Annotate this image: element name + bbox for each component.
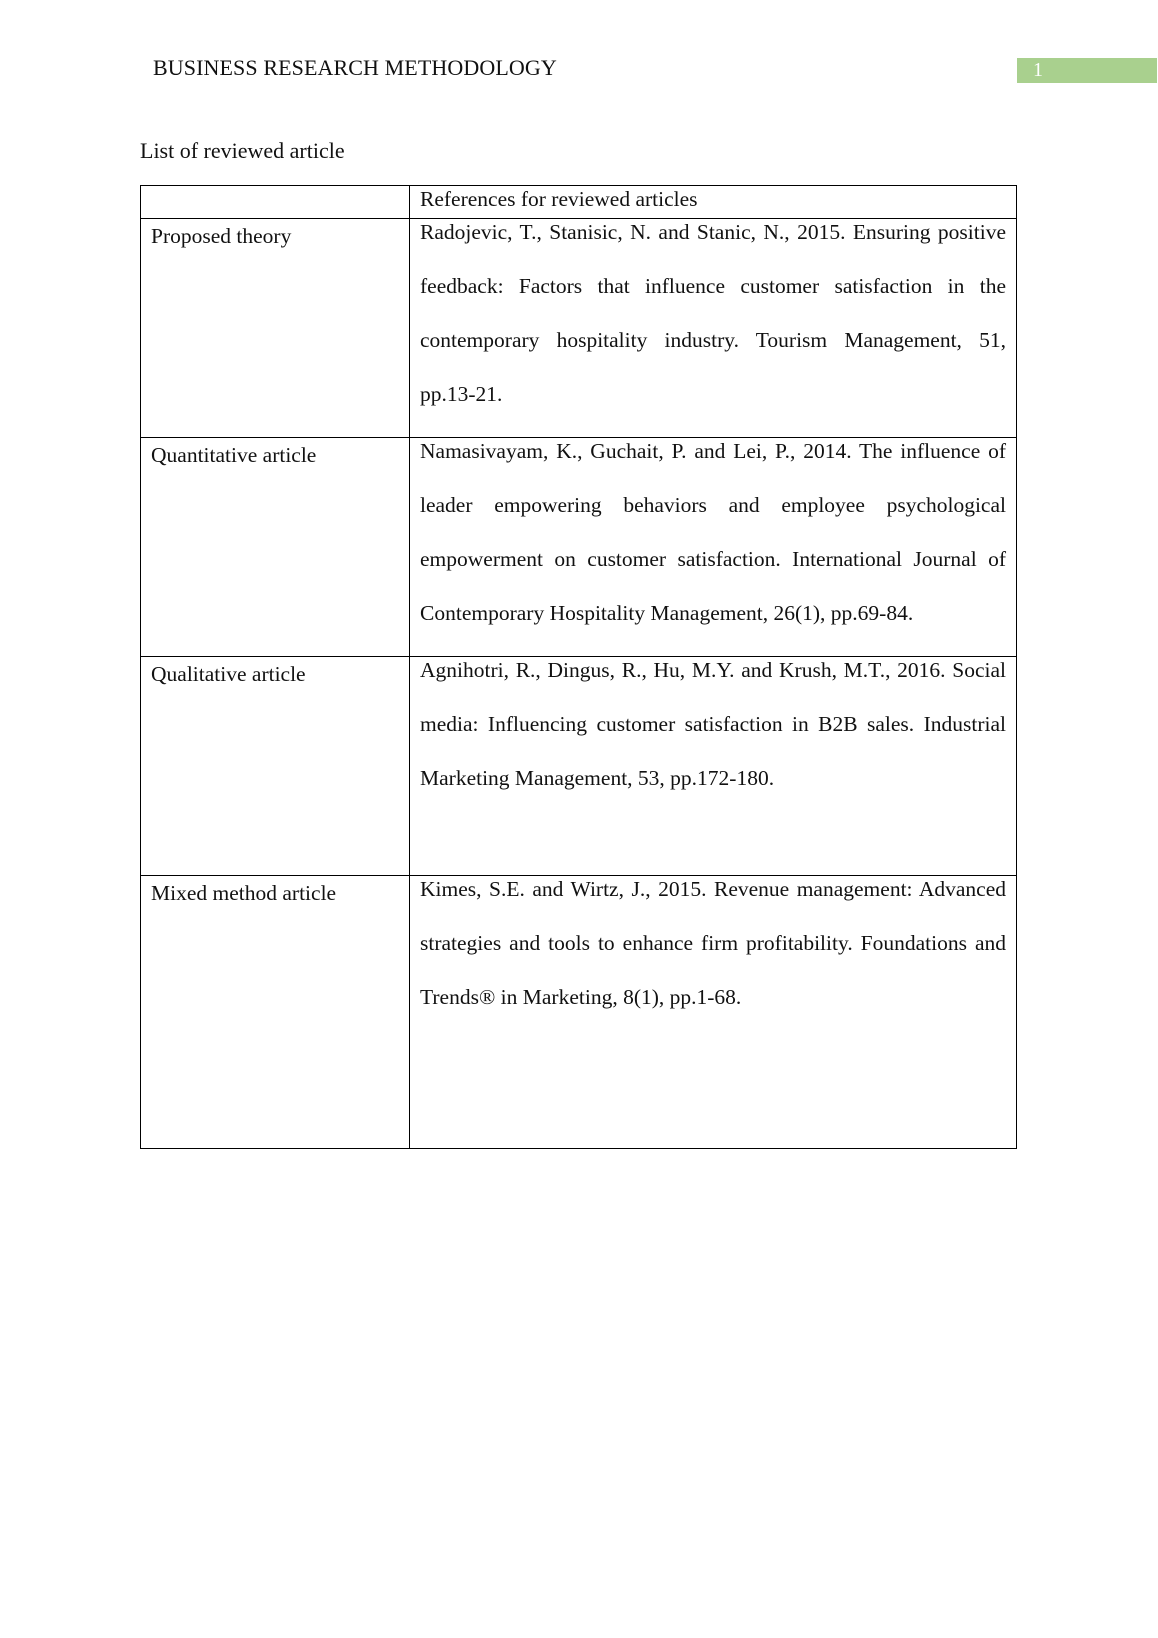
table-row: [141, 438, 1017, 657]
header-empty-cell: [141, 186, 410, 219]
reference-text: Radojevic, T., Stanisic, N. and Stanic, N., 2015. Ensuring positive feedback: Factors that influence customer satisfaction in the contemporary hospitality industry. Tourism Management, 51, pp.13-21.: [420, 220, 1006, 406]
reference-text: Agnihotri, R., Dingus, R., Hu, M.Y. and Krush, M.T., 2016. Social media: Influencing customer satisfaction in B2B sales. Industrial Marketing Management, 53, pp.172-180.: [420, 658, 1006, 790]
reference-text: Namasivayam, K., Guchait, P. and Lei, P., 2014. The influence of leader empowering behaviors and employee psychological empowerment on customer satisfaction. International Journal of Contemporary Hospitality Management, 26(1), pp.69-84.: [420, 439, 1006, 625]
row-reference-qualitative-article: [410, 657, 1017, 876]
row-reference-quantitative-article: [410, 438, 1017, 657]
section-title: List of reviewed article: [140, 138, 345, 163]
row-label-mixed-method-article: Mixed method article: [141, 876, 410, 1149]
running-head-title: BUSINESS RESEARCH METHODOLOGY: [153, 55, 557, 80]
page-number-badge: 1: [1017, 58, 1157, 83]
row-label-quantitative-article: Quantitative article: [141, 438, 410, 657]
row-reference-proposed-theory: [410, 219, 1017, 438]
reference-text: Kimes, S.E. and Wirtz, J., 2015. Revenue management: Advanced strategies and tools to enhance firm profitability. Foundations and Trends® in Marketing, 8(1), pp.1-68.: [420, 877, 1006, 1009]
table-row: [141, 657, 1017, 876]
reviewed-articles-table: [140, 185, 1017, 1149]
row-label-qualitative-article: Qualitative article: [141, 657, 410, 876]
table-row: [141, 219, 1017, 438]
header-references-cell: References for reviewed articles: [410, 186, 1017, 219]
row-reference-mixed-method-article: [410, 876, 1017, 1149]
row-label-proposed-theory: Proposed theory: [141, 219, 410, 438]
table-row: [141, 876, 1017, 1149]
